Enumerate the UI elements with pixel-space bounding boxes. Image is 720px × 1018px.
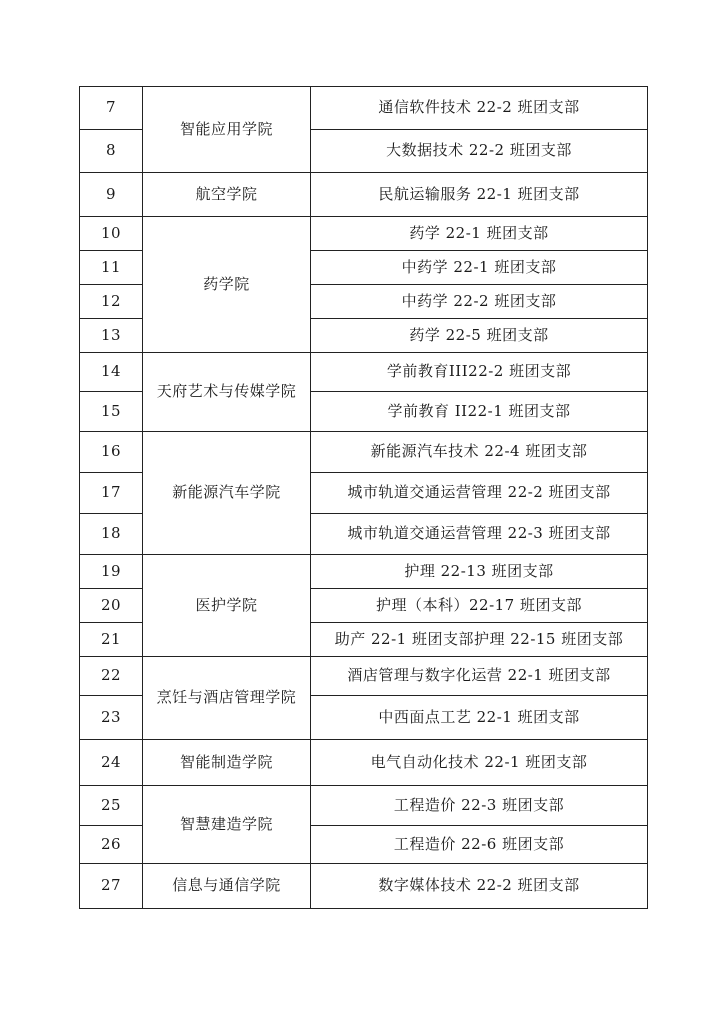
branch-name: 城市轨道交通运营管理 22-3 班团支部 bbox=[311, 514, 648, 555]
row-number: 19 bbox=[80, 555, 143, 589]
branch-name: 护理（本科）22-17 班团支部 bbox=[311, 589, 648, 623]
branch-name: 学前教育 II22-1 班团支部 bbox=[311, 392, 648, 432]
branch-name: 药学 22-1 班团支部 bbox=[311, 217, 648, 251]
row-number: 22 bbox=[80, 657, 143, 696]
table-row bbox=[80, 353, 648, 392]
table-row bbox=[80, 87, 648, 130]
row-number: 16 bbox=[80, 432, 143, 473]
table-row bbox=[80, 864, 648, 909]
branch-name: 工程造价 22-3 班团支部 bbox=[311, 786, 648, 826]
row-number: 24 bbox=[80, 740, 143, 786]
table-row bbox=[80, 740, 648, 786]
table-row bbox=[80, 657, 648, 696]
branch-name: 药学 22-5 班团支部 bbox=[311, 319, 648, 353]
branch-name: 电气自动化技术 22-1 班团支部 bbox=[311, 740, 648, 786]
row-number: 11 bbox=[80, 251, 143, 285]
college-name: 医护学院 bbox=[143, 555, 311, 657]
college-name: 航空学院 bbox=[143, 173, 311, 217]
row-number: 12 bbox=[80, 285, 143, 319]
branch-name: 中西面点工艺 22-1 班团支部 bbox=[311, 696, 648, 740]
row-number: 7 bbox=[80, 87, 143, 130]
row-number: 26 bbox=[80, 826, 143, 864]
roster-table bbox=[79, 86, 648, 909]
row-number: 20 bbox=[80, 589, 143, 623]
branch-name: 助产 22-1 班团支部护理 22-15 班团支部 bbox=[311, 623, 648, 657]
row-number: 25 bbox=[80, 786, 143, 826]
table-row bbox=[80, 555, 648, 589]
branch-name: 大数据技术 22-2 班团支部 bbox=[311, 130, 648, 173]
row-number: 23 bbox=[80, 696, 143, 740]
college-name: 智能应用学院 bbox=[143, 87, 311, 173]
row-number: 13 bbox=[80, 319, 143, 353]
branch-name: 工程造价 22-6 班团支部 bbox=[311, 826, 648, 864]
table-row bbox=[80, 173, 648, 217]
branch-name: 新能源汽车技术 22-4 班团支部 bbox=[311, 432, 648, 473]
row-number: 18 bbox=[80, 514, 143, 555]
college-name: 信息与通信学院 bbox=[143, 864, 311, 909]
college-name: 智能制造学院 bbox=[143, 740, 311, 786]
table-row bbox=[80, 432, 648, 473]
branch-name: 城市轨道交通运营管理 22-2 班团支部 bbox=[311, 473, 648, 514]
college-name: 药学院 bbox=[143, 217, 311, 353]
branch-name: 中药学 22-1 班团支部 bbox=[311, 251, 648, 285]
row-number: 14 bbox=[80, 353, 143, 392]
row-number: 15 bbox=[80, 392, 143, 432]
college-name: 新能源汽车学院 bbox=[143, 432, 311, 555]
table-row bbox=[80, 786, 648, 826]
college-name: 天府艺术与传媒学院 bbox=[143, 353, 311, 432]
branch-name: 数字媒体技术 22-2 班团支部 bbox=[311, 864, 648, 909]
row-number: 17 bbox=[80, 473, 143, 514]
branch-name: 中药学 22-2 班团支部 bbox=[311, 285, 648, 319]
branch-name: 民航运输服务 22-1 班团支部 bbox=[311, 173, 648, 217]
branch-name: 护理 22-13 班团支部 bbox=[311, 555, 648, 589]
row-number: 10 bbox=[80, 217, 143, 251]
branch-name: 学前教育III22-2 班团支部 bbox=[311, 353, 648, 392]
row-number: 8 bbox=[80, 130, 143, 173]
branch-name: 通信软件技术 22-2 班团支部 bbox=[311, 87, 648, 130]
row-number: 21 bbox=[80, 623, 143, 657]
college-name: 智慧建造学院 bbox=[143, 786, 311, 864]
row-number: 9 bbox=[80, 173, 143, 217]
college-name: 烹饪与酒店管理学院 bbox=[143, 657, 311, 740]
row-number: 27 bbox=[80, 864, 143, 909]
branch-name: 酒店管理与数字化运营 22-1 班团支部 bbox=[311, 657, 648, 696]
table-row bbox=[80, 217, 648, 251]
